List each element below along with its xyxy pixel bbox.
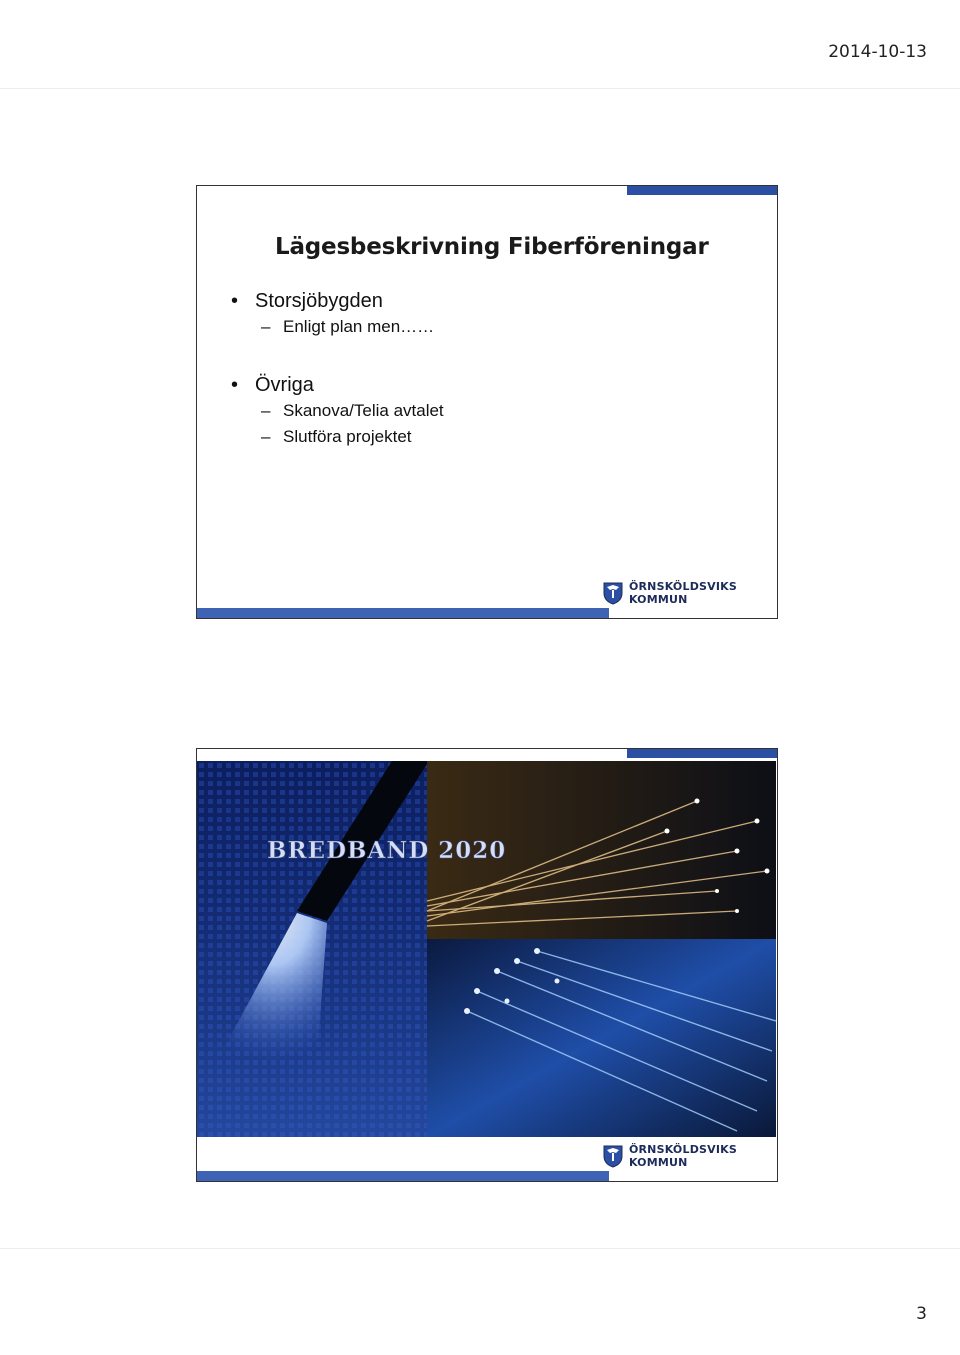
sub-list — [255, 314, 444, 340]
bullet-text: Övriga — [255, 374, 314, 396]
slide-2 — [196, 748, 778, 1182]
bullet-list — [231, 288, 444, 450]
crest-icon — [603, 581, 623, 605]
crest-icon — [603, 1144, 623, 1168]
logo-line-2: KOMMUN — [628, 1156, 688, 1169]
logo-line-2: KOMMUN — [628, 593, 688, 606]
slide-top-bar — [627, 749, 777, 758]
slide-bottom-bar — [197, 1171, 609, 1181]
sub-item: – Slutföra projektet — [261, 424, 444, 450]
logo-line-1: ÖRNSKÖLDSVIKS — [628, 580, 737, 593]
slide-bottom-bar — [197, 608, 609, 618]
slide-1 — [196, 185, 778, 619]
document-date: 2014-10-13 — [828, 42, 927, 62]
scan-line — [0, 88, 960, 89]
bullet-item — [231, 288, 444, 340]
slide-title: Lägesbeskrivning Fiberföreningar — [275, 234, 709, 260]
page-number: 3 — [916, 1304, 927, 1324]
bullet-text: Storsjöbygden — [255, 290, 383, 312]
logo-line-1: ÖRNSKÖLDSVIKS — [628, 1143, 737, 1156]
slide-top-bar — [627, 186, 777, 195]
scan-line — [0, 1248, 960, 1249]
fiber-optic-photo — [197, 761, 776, 1137]
municipality-logo — [603, 1143, 737, 1169]
sub-item: – Skanova/Telia avtalet — [261, 398, 444, 424]
municipality-logo — [603, 580, 737, 606]
sub-list — [255, 398, 444, 450]
sub-item: – Enligt plan men…… — [261, 314, 444, 340]
image-text: BREDBAND 2020 — [267, 837, 507, 864]
bullet-item — [231, 372, 444, 450]
